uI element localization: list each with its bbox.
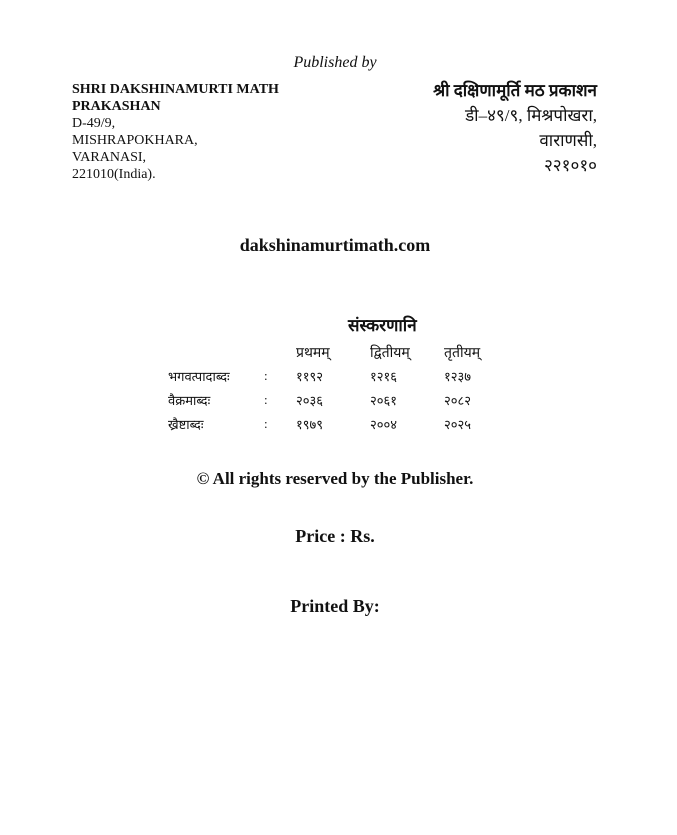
row-label: वैक्रमाब्दः bbox=[168, 393, 211, 408]
row-value: १२१६ bbox=[370, 369, 398, 384]
row-value: २०६१ bbox=[370, 393, 398, 408]
edition-header-third: तृतीयम् bbox=[444, 345, 481, 361]
address-line: 221010(India). bbox=[72, 167, 156, 182]
edition-header-first: प्रथमम् bbox=[296, 345, 330, 361]
row-value: २०२५ bbox=[444, 417, 472, 432]
editions-title: संस्करणानि bbox=[348, 316, 417, 335]
address-line-hindi: डी–४९/९, मिश्रपोखरा, bbox=[465, 106, 597, 125]
website-url: dakshinamurtimath.com bbox=[239, 235, 431, 255]
editions-table bbox=[168, 340, 518, 436]
table-row bbox=[168, 412, 518, 436]
row-value: १९७९ bbox=[296, 417, 324, 432]
published-by-label: Published by bbox=[293, 54, 377, 71]
row-value: ११९२ bbox=[296, 369, 324, 384]
publisher-name-line2: PRAKASHAN bbox=[72, 99, 161, 114]
edition-header-second: द्वितीयम् bbox=[370, 345, 410, 361]
publisher-hindi-block bbox=[433, 78, 597, 178]
row-value: २०८२ bbox=[444, 393, 472, 408]
row-value: २००४ bbox=[370, 417, 398, 432]
row-colon: : bbox=[264, 416, 268, 431]
address-line: D-49/9, bbox=[72, 116, 116, 131]
address-line-hindi: २२१०१० bbox=[543, 156, 597, 175]
row-label: भगवत्पादाब्दः bbox=[168, 369, 230, 384]
row-value: २०३६ bbox=[296, 393, 324, 408]
editions-header-row bbox=[168, 340, 518, 364]
copyright-notice: © All rights reserved by the Publisher. bbox=[196, 469, 474, 488]
price-label: Price : Rs. bbox=[295, 526, 375, 546]
row-value: १२३७ bbox=[444, 369, 472, 384]
publisher-name-line1: SHRI DAKSHINAMURTI MATH bbox=[72, 82, 279, 97]
printed-by-label: Printed By: bbox=[290, 596, 380, 616]
address-line: VARANASI, bbox=[72, 150, 147, 165]
address-line: MISHRAPOKHARA, bbox=[72, 133, 198, 148]
row-colon: : bbox=[264, 392, 268, 407]
row-label: ख्रैष्टाब्दः bbox=[168, 417, 204, 432]
address-line-hindi: वाराणसी, bbox=[539, 131, 597, 150]
table-row bbox=[168, 364, 518, 388]
row-colon: : bbox=[264, 368, 268, 383]
table-row bbox=[168, 388, 518, 412]
publisher-english-block bbox=[72, 81, 352, 183]
publisher-name-hindi: श्री दक्षिणामूर्ति मठ प्रकाशन bbox=[433, 81, 597, 100]
